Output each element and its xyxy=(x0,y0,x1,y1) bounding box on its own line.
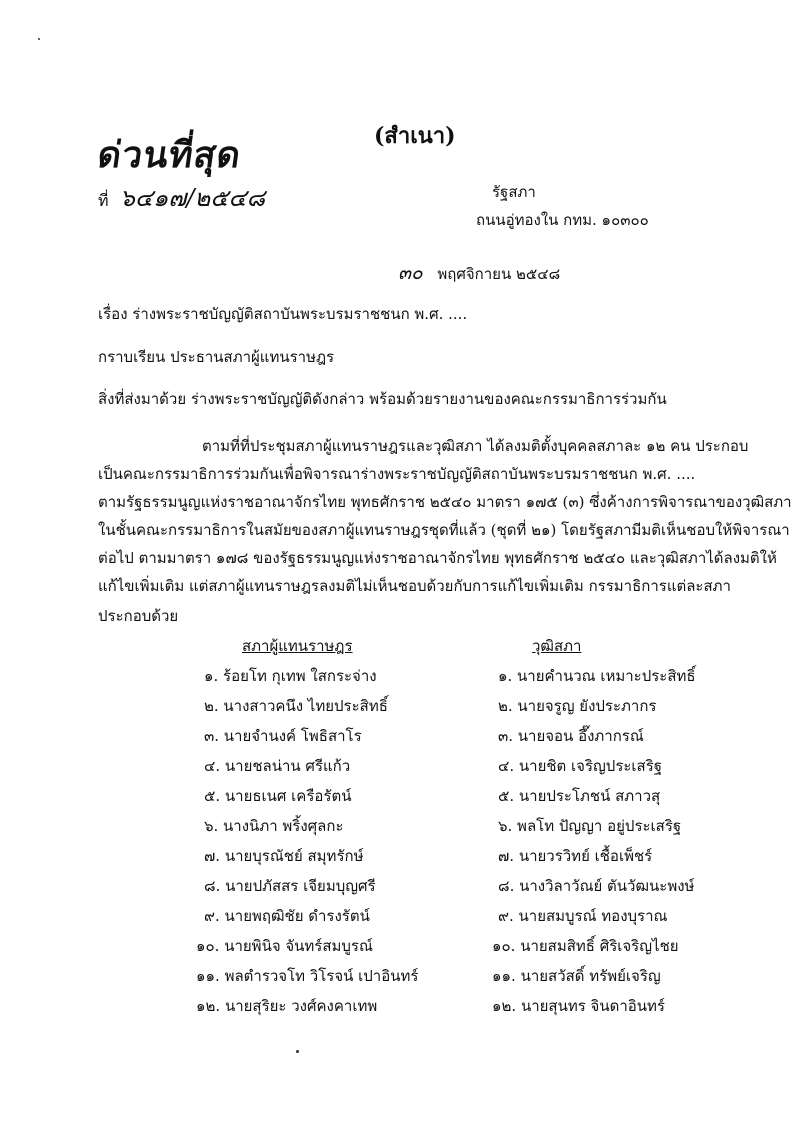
house-heading: สภาผู้แทนราษฎร xyxy=(242,637,353,655)
senate-member: ๖. พลโท ปัญญา อยู่ประเสริฐ xyxy=(498,817,682,835)
house-member: ๑๑. พลตำรวจโท วิโรจน์ เปาอินทร์ xyxy=(196,967,419,985)
subject-line: เรื่อง ร่างพระราชบัญญัติสถาบันพระบรมราชชนก พ.ศ. .... xyxy=(98,305,468,323)
house-member: ๗. นายบุรณัชย์ สมุทรักษ์ xyxy=(204,847,364,865)
letter-date xyxy=(398,258,560,288)
copy-label: (สำเนา) xyxy=(374,123,456,149)
senate-member: ๑๒. นายสุนทร จินดาอินทร์ xyxy=(492,997,665,1015)
body-line: ตามที่ที่ประชุมสภาผู้แทนราษฎรและวุฒิสภา ได้ลงมติตั้งบุคคลสภาละ ๑๒ คน ประกอบ xyxy=(202,437,749,455)
body-line: แก้ไขเพิ่มเติม แต่สภาผู้แทนราษฎรลงมติไม่เห็นชอบด้วยกับการแก้ไขเพิ่มเติม กรรมาธิการแต่ละสภา xyxy=(98,577,731,595)
house-member: ๘. นายปภัสสร เจียมบุญศรี xyxy=(204,877,376,895)
sender-address: ถนนอู่ทองใน กทม. ๑๐๓๐๐ xyxy=(476,211,649,229)
date-month-year: พฤศจิกายน ๒๕๔๘ xyxy=(437,265,561,283)
house-member: ๖. นางนิภา พริ้งศุลกะ xyxy=(204,817,344,835)
senate-member: ๘. นางวิลาวัณย์ ตันวัฒนะพงษ์ xyxy=(498,877,695,895)
senate-member: ๙. นายสมบูรณ์ ทองบุราณ xyxy=(498,907,668,925)
document-number-value: ๖๔๑๗/๒๕๔๘ xyxy=(119,184,266,212)
sender-org: รัฐสภา xyxy=(492,183,536,201)
body-line: ประกอบด้วย xyxy=(98,607,179,625)
senate-heading: วุฒิสภา xyxy=(532,637,582,655)
salutation-line: กราบเรียน ประธานสภาผู้แทนราษฎร xyxy=(98,348,335,366)
document-number xyxy=(98,178,265,217)
house-member: ๔. นายชลน่าน ศรีแก้ว xyxy=(204,757,351,775)
house-member: ๓. นายจำนงค์ โพธิสาโร xyxy=(204,727,362,745)
scan-speck xyxy=(38,38,40,40)
house-member: ๑๐. นายพินิจ จันทร์สมบูรณ์ xyxy=(196,937,373,955)
senate-member: ๒. นายจรูญ ยังประภากร xyxy=(498,697,657,715)
document-number-prefix: ที่ xyxy=(98,191,109,210)
body-line: ต่อไป ตามมาตรา ๑๗๘ ของรัฐธรรมนูญแห่งราชอาณาจักรไทย พุทธศักราช ๒๕๔๐ และวุฒิสภาได้ลงมติให้ xyxy=(98,549,777,567)
senate-member: ๑๑. นายสวัสดิ์ ทรัพย์เจริญ xyxy=(492,967,661,985)
scan-speck xyxy=(296,1050,299,1053)
senate-member: ๑. นายคำนวณ เหมาะประสิทธิ์ xyxy=(498,667,696,685)
body-line: เป็นคณะกรรมาธิการร่วมกันเพื่อพิจารณาร่างพระราชบัญญัติสถาบันพระบรมราชชนก พ.ศ. .... xyxy=(98,465,696,483)
date-day: ๓๐ xyxy=(398,262,423,284)
house-member: ๙. นายพฤฒิชัย ดำรงรัตน์ xyxy=(204,907,370,925)
senate-member: ๗. นายวรวิทย์ เชื้อเพ็ชร์ xyxy=(498,847,653,865)
house-member: ๑. ร้อยโท กุเทพ ใสกระจ่าง xyxy=(204,667,377,685)
house-member: ๒. นางสาวคนึง ไทยประสิทธิ์ xyxy=(204,697,388,715)
senate-member: ๔. นายชิต เจริญประเสริฐ xyxy=(498,757,663,775)
house-member: ๕. นายธเนศ เครือรัตน์ xyxy=(204,787,352,805)
urgent-stamp: ด่วนที่สุด xyxy=(94,135,245,176)
senate-member: ๑๐. นายสมสิทธิ์ ศิริเจริญไชย xyxy=(492,937,679,955)
enclosure-line: สิ่งที่ส่งมาด้วย ร่างพระราชบัญญัติดังกล่าว พร้อมด้วยรายงานของคณะกรรมาธิการร่วมกัน xyxy=(98,390,667,408)
body-line: ในชั้นคณะกรรมาธิการในสมัยของสภาผู้แทนราษฎรชุดที่แล้ว (ชุดที่ ๒๑) โดยรัฐสภามีมติเห็นชอบให้พิจารณา xyxy=(98,521,790,539)
house-member: ๑๒. นายสุริยะ วงศ์คงคาเทพ xyxy=(196,997,378,1015)
senate-member: ๓. นายจอน อึ๊งภากรณ์ xyxy=(498,727,644,745)
senate-member: ๕. นายประโภชน์ สภาวสุ xyxy=(498,787,661,805)
body-line: ตามรัฐธรรมนูญแห่งราชอาณาจักรไทย พุทธศักราช ๒๕๔๐ มาตรา ๑๗๕ (๓) ซึ่งค้างการพิจารณาของวุฒิสภา xyxy=(98,493,792,511)
